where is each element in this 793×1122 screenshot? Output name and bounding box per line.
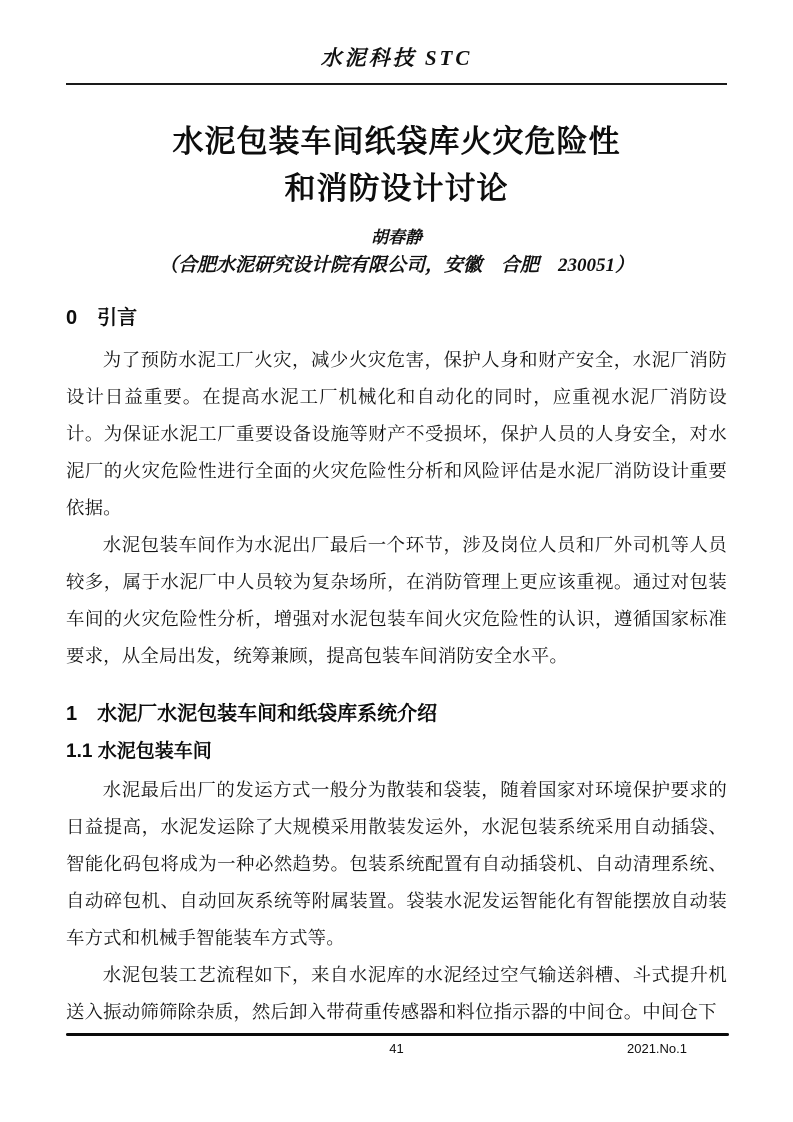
section-heading-1: 1 水泥厂水泥包装车间和纸袋库系统介绍 bbox=[66, 703, 438, 725]
header-rule bbox=[66, 83, 727, 85]
article-title-line1: 水泥包装车间纸袋库火灾危险性 bbox=[172, 124, 621, 159]
author-affiliation: （合肥水泥研究设计院有限公司，安徽 合肥 230051） bbox=[158, 255, 634, 276]
author-name: 胡春静 bbox=[371, 228, 422, 247]
article-title-line2: 和消防设计讨论 bbox=[284, 171, 509, 206]
article-title bbox=[66, 118, 727, 212]
section-heading-0-intro: 0 引言 bbox=[66, 307, 138, 329]
page-number: 41 bbox=[389, 1041, 404, 1056]
section1-1-paragraph-1: 水泥最后出厂的发运方式一般分为散装和袋装，随着国家对环境保护要求的日益提高，水泥发运除了大规模采用散装发运外，水泥包装系统采用自动插袋、智能化码包将成为一种必然趋势。包装系统配置有自动插袋机、自动清理系统、自动碎包机、自动回灰系统等附属装置。袋装水泥发运智能化有智能摆放自动装车方式和机械手智能装车方式等。 bbox=[66, 780, 727, 948]
journal-header: 水泥科技 STC bbox=[320, 46, 473, 70]
footer-rule bbox=[66, 1033, 729, 1036]
intro-paragraph-2: 水泥包装车间作为水泥出厂最后一个环节，涉及岗位人员和厂外司机等人员较多，属于水泥厂中人员较为复杂场所，在消防管理上更应该重视。通过对包装车间的火灾危险性分析，增强对水泥包装车间火灾危险性的认识，遵循国家标准要求，从全局出发，统筹兼顾，提高包装车间消防安全水平。 bbox=[66, 535, 727, 666]
section1-1-paragraph-2: 水泥包装工艺流程如下，来自水泥库的水泥经过空气输送斜槽、斗式提升机送入振动筛筛除杂质，然后卸入带荷重传感器和料位指示器的中间仓。中间仓下 bbox=[66, 965, 727, 1022]
issue-label: 2021.No.1 bbox=[627, 1041, 687, 1056]
intro-paragraph-1: 为了预防水泥工厂火灾，减少火灾危害，保护人身和财产安全，水泥厂消防设计日益重要。在提高水泥工厂机械化和自动化的同时，应重视水泥厂消防设计。为保证水泥工厂重要设备设施等财产不受损坏，保护人员的人身安全，对水泥厂的火灾危险性进行全面的火灾危险性分析和风险评估是水泥厂消防设计重要依据。 bbox=[66, 350, 727, 518]
subsection-heading-1-1: 1.1 水泥包装车间 bbox=[66, 741, 212, 762]
